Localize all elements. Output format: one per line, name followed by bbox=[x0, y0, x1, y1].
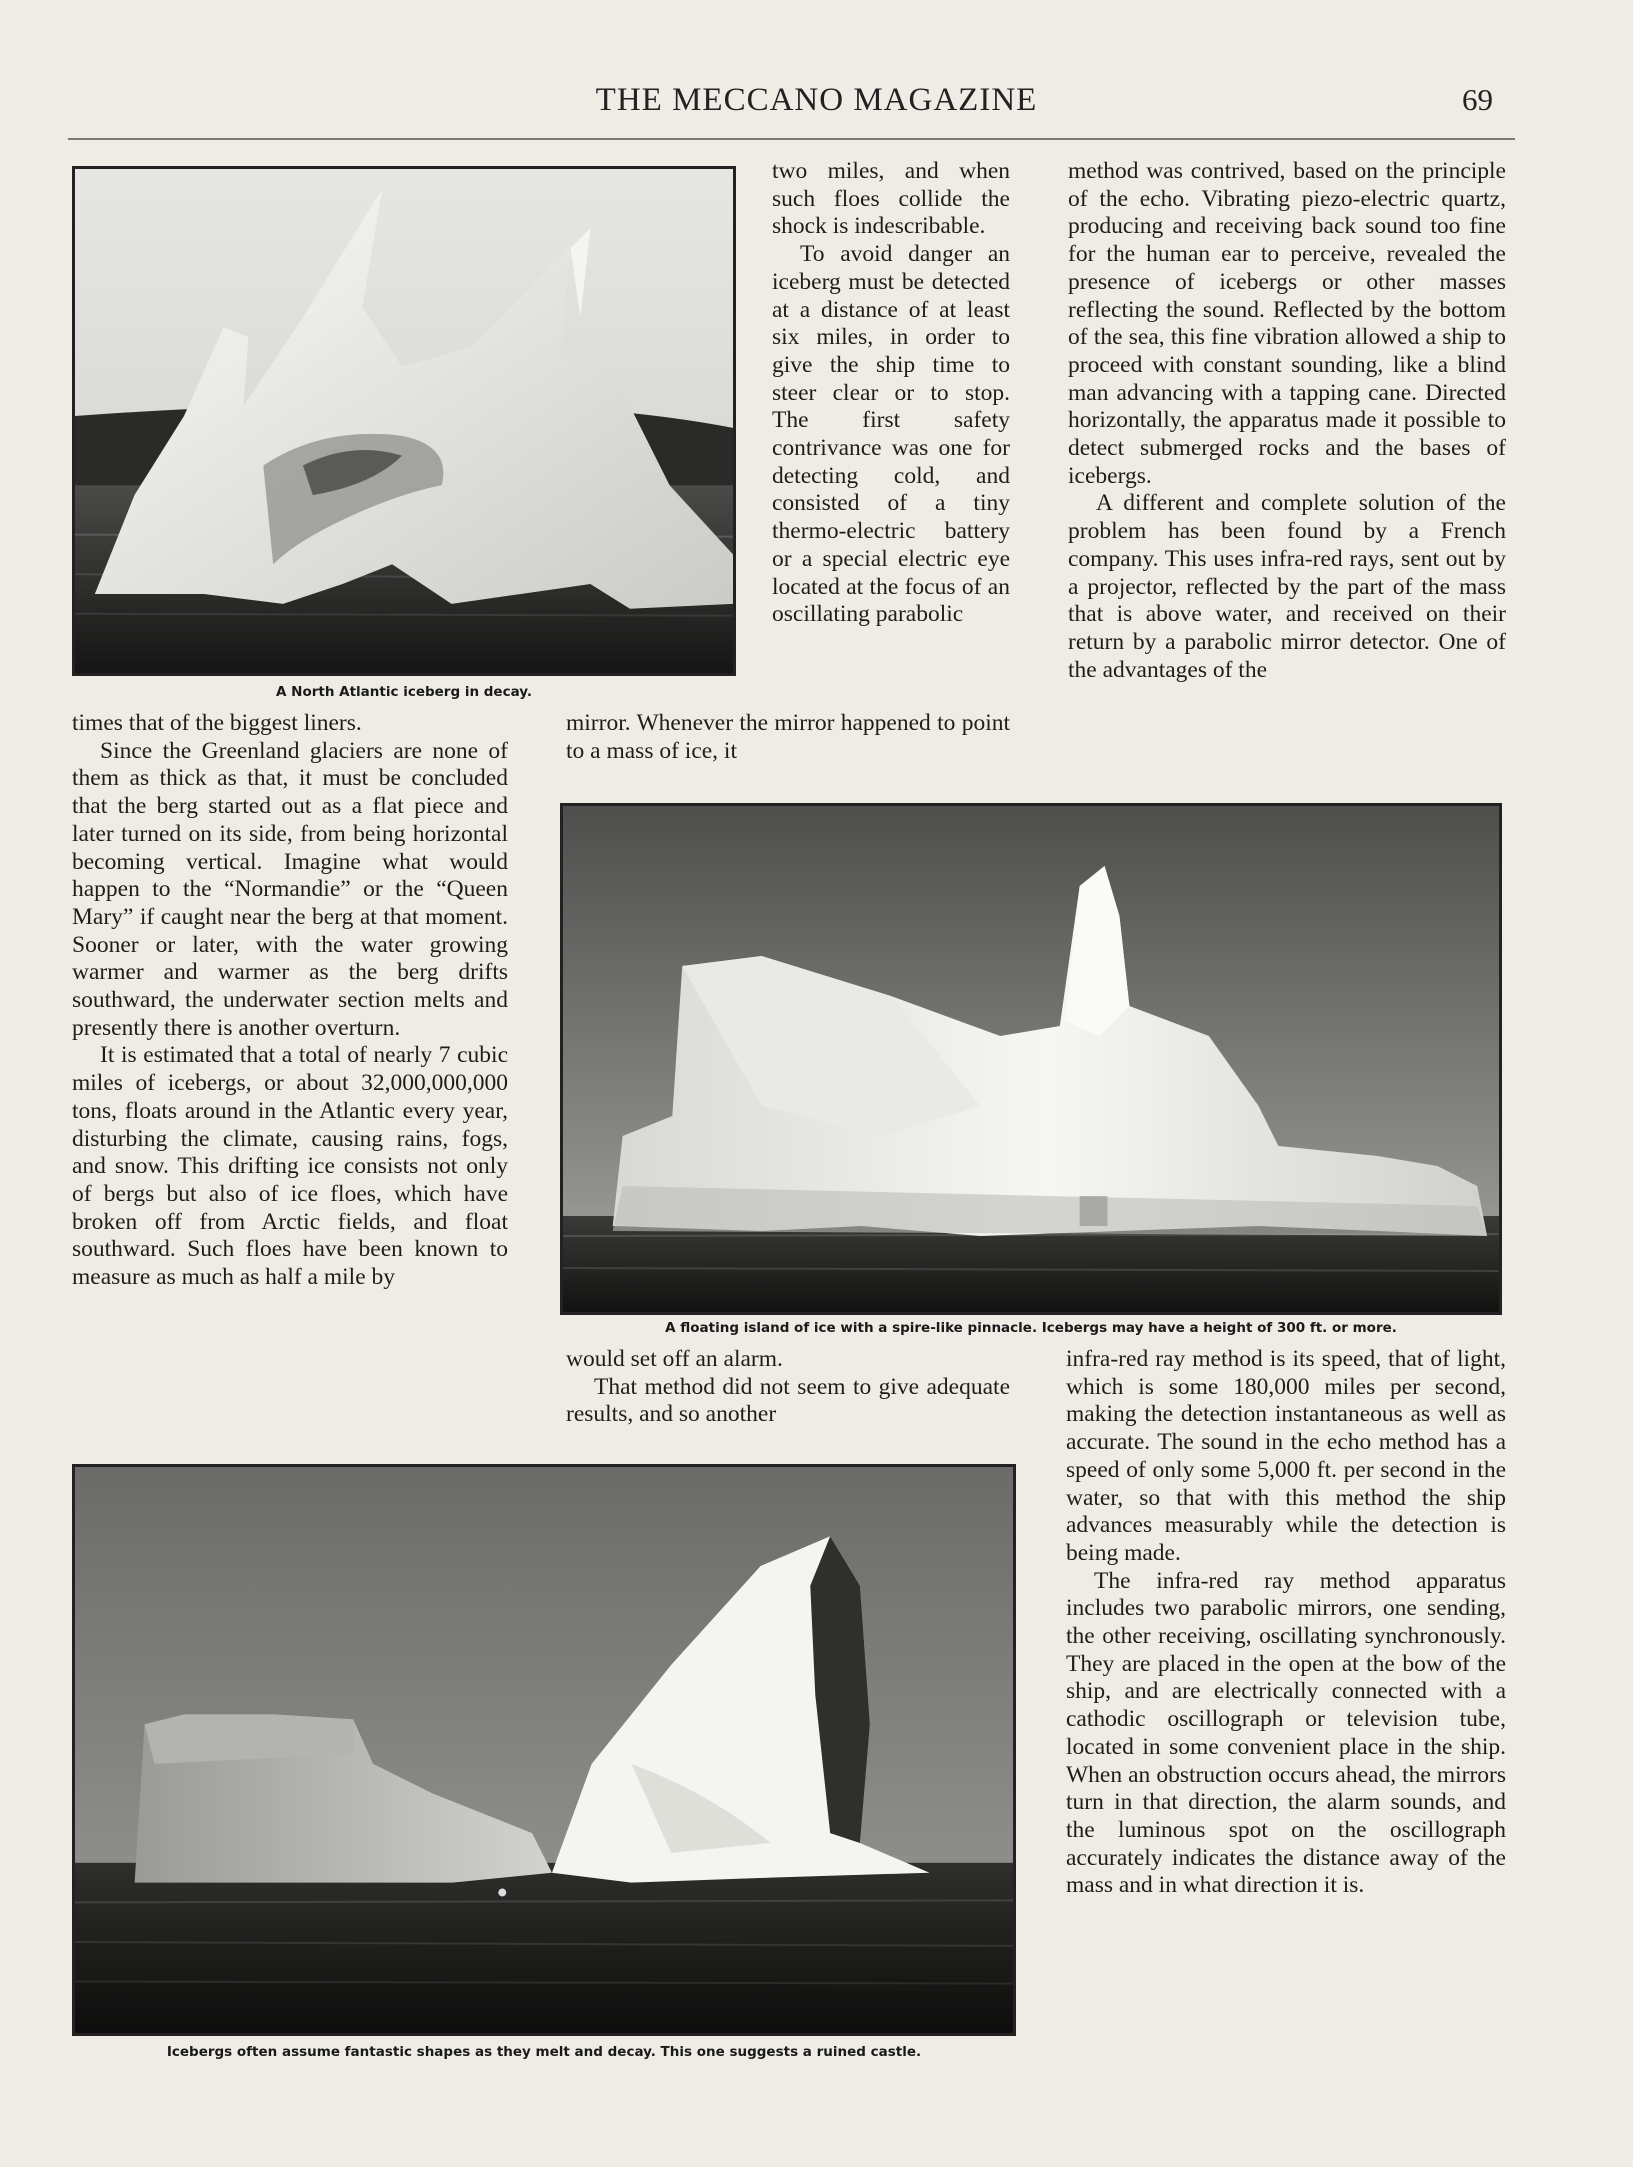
paragraph: The infra-red ray method apparatus includes two parabolic mirrors, one sending, the other receiving, oscillating synchronously. They are placed in the open at the bow of the ship, and are electrically connected with a cathodic oscillograph or television tube, located in some convenient place in the ship. When an obstruction occurs ahead, the mirrors turn in that direction, the alarm sounds, and the luminous spot on the oscillograph accurately indicates the distance away of the mass and in what direction it is. bbox=[1066, 1567, 1506, 1899]
paragraph: It is estimated that a total of nearly 7 cubic miles of icebergs, or about 32,000,000,000 tons, floats around in the Atlantic every year, disturbing the climate, causing rains, fogs, and snow. This drifting ice consists not only of bergs but also of ice floes, which have broken off from Arctic fields, and float southward. Such floes have been known to measure as much as half a mile by bbox=[72, 1042, 508, 1291]
article-column-2-top bbox=[772, 158, 1010, 629]
article-column-2-wide bbox=[566, 710, 1010, 765]
paragraph: A different and complete solution of the problem has been found by a French company. This uses infra-red rays, sent out by a projector, reflected by the part of the mass that is above water, and received on their return by a parabolic mirror detector. One of the advantages of the bbox=[1068, 490, 1506, 683]
photo-caption-castle: Icebergs often assume fantastic shapes as they melt and decay. This one suggests a ruined castle. bbox=[166, 2044, 922, 2060]
paragraph: Since the Greenland glaciers are none of them as thick as that, it must be concluded that the berg started out as a flat piece and later turned on its side, from being horizontal becoming vertical. Imagine what would happen to the “Normandie” or the “Queen Mary” if caught near the berg at that moment. Sooner or later, with the water growing warmer and warmer as the berg drifts southward, the underwater section melts and presently there is another overturn. bbox=[72, 737, 508, 1041]
paragraph: infra-red ray method is its speed, that of light, which is some 180,000 miles per second, making the detection instantaneous as well as accurate. The sound in the echo method has a speed of only some 5,000 ft. per second in the water, so that with this method the ship advances measurably while the detection is being made. bbox=[1066, 1346, 1506, 1566]
paragraph: times that of the biggest liners. bbox=[72, 710, 362, 736]
article-column-2-bottom bbox=[566, 1346, 1010, 1429]
photo-caption-arch: A North Atlantic iceberg in decay. bbox=[276, 684, 532, 700]
paragraph: two miles, and when such floes collide the shock is indescribable. bbox=[772, 158, 1010, 240]
header-divider bbox=[68, 138, 1515, 140]
iceberg-photo-pinnacle bbox=[560, 803, 1502, 1315]
article-column-3-bottom bbox=[1066, 1346, 1506, 1900]
iceberg-photo-arch bbox=[72, 166, 736, 676]
article-column-1 bbox=[72, 710, 508, 1292]
magazine-title: THE MECCANO MAGAZINE bbox=[595, 82, 1038, 118]
paragraph: That method did not seem to give adequate results, and so another bbox=[566, 1373, 1010, 1428]
paragraph: To avoid danger an iceberg must be detected at a distance of at least six miles, in order to give the ship time to steer clear or to stop. The first safety contrivance was one for detecting cold, and consisted of a tiny thermo-electric battery or a special electric eye located at the focus of an oscillating parabolic bbox=[772, 241, 1010, 628]
photo-caption-pinnacle: A floating island of ice with a spire-like pinnacle. Icebergs may have a height of 300 ft. or more. bbox=[665, 1320, 1397, 1336]
iceberg-photo-castle bbox=[72, 1464, 1016, 2036]
paragraph: would set off an alarm. bbox=[566, 1346, 783, 1372]
paragraph: mirror. Whenever the mirror happened to point to a mass of ice, it bbox=[566, 710, 1010, 764]
paragraph: method was contrived, based on the principle of the echo. Vibrating piezo-electric quartz, producing and receiving back sound too fine for the human ear to perceive, revealed the presence of icebergs or other masses reflecting the sound. Reflected by the bottom of the sea, this fine vibration allowed a ship to proceed with constant sounding, like a blind man advancing with a tapping cane. Directed horizontally, the apparatus made it possible to detect submerged rocks and the bases of icebergs. bbox=[1068, 158, 1506, 489]
article-column-3-top bbox=[1068, 158, 1506, 684]
page-number: 69 bbox=[1462, 82, 1493, 117]
